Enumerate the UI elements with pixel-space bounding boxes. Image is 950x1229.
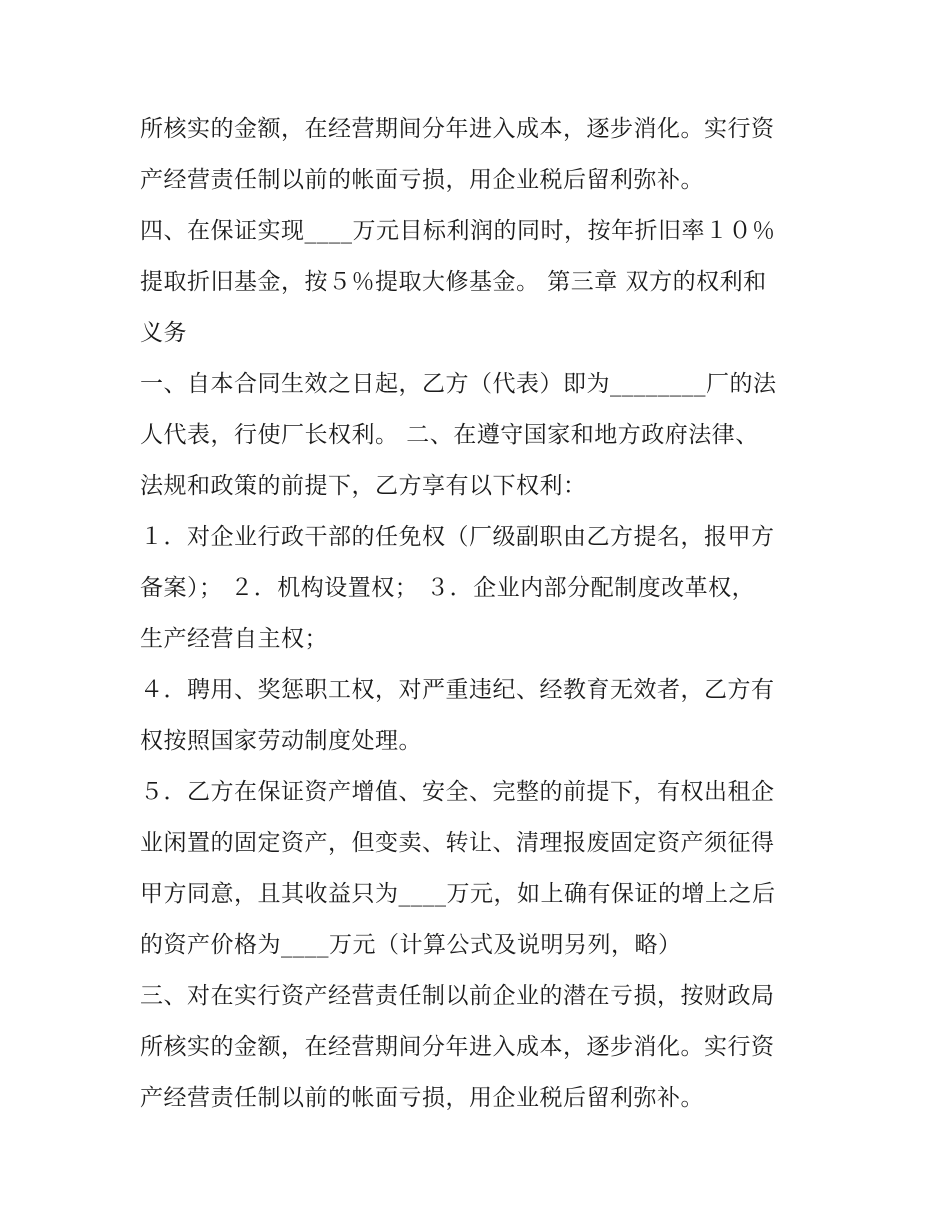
text-line: 法规和政策的前提下，乙方享有以下权利： bbox=[140, 473, 587, 499]
text-line: 一、自本合同生效之日起，乙方（代表）即为________厂的法 bbox=[140, 371, 777, 397]
text-line: 提取折旧基金，按５％提取大修基金。 第三章 双方的权利和 bbox=[140, 269, 767, 295]
text-line: 四、在保证实现____万元目标利润的同时，按年折旧率１０％ bbox=[140, 218, 776, 244]
text-line: 三、对在实行资产经营责任制以前企业的潜在亏损，按财政局 bbox=[140, 983, 775, 1009]
text-line: 产经营责任制以前的帐面亏损，用企业税后留利弥补。 bbox=[140, 1085, 704, 1111]
text-line: 义务 bbox=[140, 320, 187, 346]
text-line: 备案）； ２．机构设置权； ３．企业内部分配制度改革权， bbox=[140, 575, 756, 601]
text-line: 业闲置的固定资产，但变卖、转让、清理报废固定资产须征得 bbox=[140, 830, 775, 856]
text-line: ５．乙方在保证资产增值、安全、完整的前提下，有权出租企 bbox=[140, 779, 775, 805]
text-line: １．对企业行政干部的任免权（厂级副职由乙方提名，报甲方 bbox=[140, 524, 775, 550]
text-line: 生产经营自主权； bbox=[140, 626, 328, 652]
document-body bbox=[140, 104, 820, 1124]
text-line: 权按照国家劳动制度处理。 bbox=[140, 728, 422, 754]
text-line: 所核实的金额，在经营期间分年进入成本，逐步消化。实行资 bbox=[140, 116, 775, 142]
text-line: 甲方同意，且其收益只为____万元，如上确有保证的增上之后 bbox=[140, 881, 776, 907]
text-line: ４．聘用、奖惩职工权，对严重违纪、经教育无效者，乙方有 bbox=[140, 677, 775, 703]
text-line: 所核实的金额，在经营期间分年进入成本，逐步消化。实行资 bbox=[140, 1034, 775, 1060]
text-line: 的资产价格为____万元（计算公式及说明另列，略） bbox=[140, 932, 682, 958]
text-line: 人代表，行使厂长权利。 二、在遵守国家和地方政府法律、 bbox=[140, 422, 759, 448]
text-line: 产经营责任制以前的帐面亏损，用企业税后留利弥补。 bbox=[140, 167, 704, 193]
